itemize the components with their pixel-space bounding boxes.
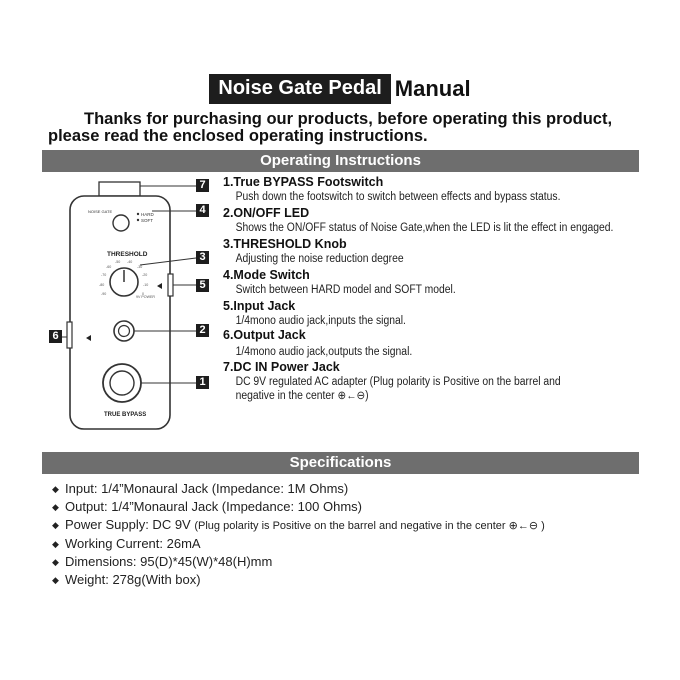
instructions-list <box>223 175 663 403</box>
spec-note: (Plug polarity is Positive on the barrel and negative in the center ⊕←⊖ ) <box>194 520 545 532</box>
output-jack <box>67 322 72 348</box>
instruction-item <box>223 268 663 297</box>
callout-6: 6 <box>49 330 62 343</box>
spec-text: Weight: 278g(With box) <box>65 572 201 587</box>
instruction-heading: 6.Output Jack <box>223 328 306 342</box>
instruction-desc: Adjusting the noise reduction degree <box>235 253 404 265</box>
spec-item <box>52 516 652 535</box>
instruction-heading: 7.DC IN Power Jack <box>223 360 340 374</box>
callout-7: 7 <box>196 179 209 192</box>
instruction-item <box>223 175 663 204</box>
thanks-line-2: please read the enclosed operating instructions. <box>48 127 428 145</box>
specifications-header: Specifications <box>42 452 639 474</box>
knob-mark: -70 <box>101 273 107 277</box>
spec-text: Dimensions: 95(D)*45(W)*48(H)mm <box>65 554 273 569</box>
diamond-bullet-icon: ◆ <box>52 575 59 585</box>
instruction-desc: DC 9V regulated AC adapter (Plug polarity is Positive on the barrel and <box>235 376 561 388</box>
knob-mark: -80 <box>99 283 105 287</box>
spec-text: Input: 1/4”Monaural Jack (Impedance: 1M Ohms) <box>65 481 349 496</box>
jack-label: NOISE GATE <box>88 209 113 214</box>
diamond-bullet-icon: ◆ <box>52 502 59 512</box>
spec-text: Working Current: 26mA <box>65 536 201 551</box>
spec-item <box>52 498 652 516</box>
title-word: Manual <box>394 76 471 101</box>
diamond-bullet-icon: ◆ <box>52 484 59 494</box>
knob-mark: -40 <box>127 260 133 264</box>
specifications-list <box>52 480 652 589</box>
instruction-heading: 2.ON/OFF LED <box>223 206 310 220</box>
callout-3: 3 <box>196 251 209 264</box>
instruction-desc: 1/4mono audio jack,outputs the signal. <box>235 346 413 358</box>
diamond-bullet-icon: ◆ <box>52 520 59 530</box>
knob-mark: -50 <box>115 260 121 264</box>
mode-dot-soft <box>137 219 139 221</box>
diamond-bullet-icon: ◆ <box>52 557 59 567</box>
instruction-desc: Shows the ON/OFF status of Noise Gate,when the LED is lit the effect in engaged. <box>235 222 614 234</box>
operating-instructions-header: Operating Instructions <box>42 150 639 172</box>
knob-mark: 0 <box>142 292 144 296</box>
title-boxed: Noise Gate Pedal <box>209 74 390 104</box>
spec-item <box>52 480 652 498</box>
spec-text: Power Supply: DC 9V <box>65 517 195 532</box>
spec-item <box>52 571 652 589</box>
instruction-item <box>223 206 663 235</box>
mode-dot-hard <box>137 213 139 215</box>
knob-mark: -90 <box>101 292 107 296</box>
mode-soft: SOFT <box>141 218 153 223</box>
threshold-label: THRESHOLD <box>107 251 148 258</box>
dc-jack <box>99 182 140 196</box>
footswitch-label: TRUE BYPASS <box>104 412 147 418</box>
instruction-item <box>223 328 663 359</box>
instruction-heading: 3.THRESHOLD Knob <box>223 237 347 251</box>
diamond-bullet-icon: ◆ <box>52 539 59 549</box>
led-indicator <box>113 215 129 231</box>
instruction-desc: 1/4mono audio jack,inputs the signal. <box>235 315 406 327</box>
spec-text: Output: 1/4”Monaural Jack (Impedance: 100 Ohms) <box>65 499 362 514</box>
instruction-heading: 1.True BYPASS Footswitch <box>223 175 384 189</box>
instruction-heading: 5.Input Jack <box>223 299 296 313</box>
instruction-desc: negative in the center ⊕←⊖) <box>235 390 369 402</box>
thanks-line-1: Thanks for purchasing our products, before operating this product, <box>84 110 613 128</box>
spec-item <box>52 535 652 553</box>
knob-mark: -10 <box>143 283 149 287</box>
instruction-item <box>223 237 663 266</box>
footswitch-inner <box>110 371 134 395</box>
spec-item <box>52 553 652 571</box>
mode-hard: HARD <box>141 212 154 217</box>
knob-mark: -30 <box>137 265 143 269</box>
callout-2: 2 <box>196 324 209 337</box>
callout-1: 1 <box>196 376 209 389</box>
instruction-item <box>223 360 663 403</box>
input-jack <box>168 274 173 296</box>
instruction-heading: 4.Mode Switch <box>223 268 310 282</box>
knob-mark: -60 <box>106 265 112 269</box>
knob-mark: -20 <box>142 273 148 277</box>
callout-5: 5 <box>196 279 209 292</box>
callout-4: 4 <box>196 204 209 217</box>
onoff-button-inner <box>119 326 130 337</box>
instruction-desc: Push down the footswitch to switch between effects and bypass status. <box>235 191 561 203</box>
instruction-desc: Switch between HARD model and SOFT model. <box>235 284 456 296</box>
power-label: 9V POWER <box>136 295 155 299</box>
instruction-item <box>223 299 663 328</box>
